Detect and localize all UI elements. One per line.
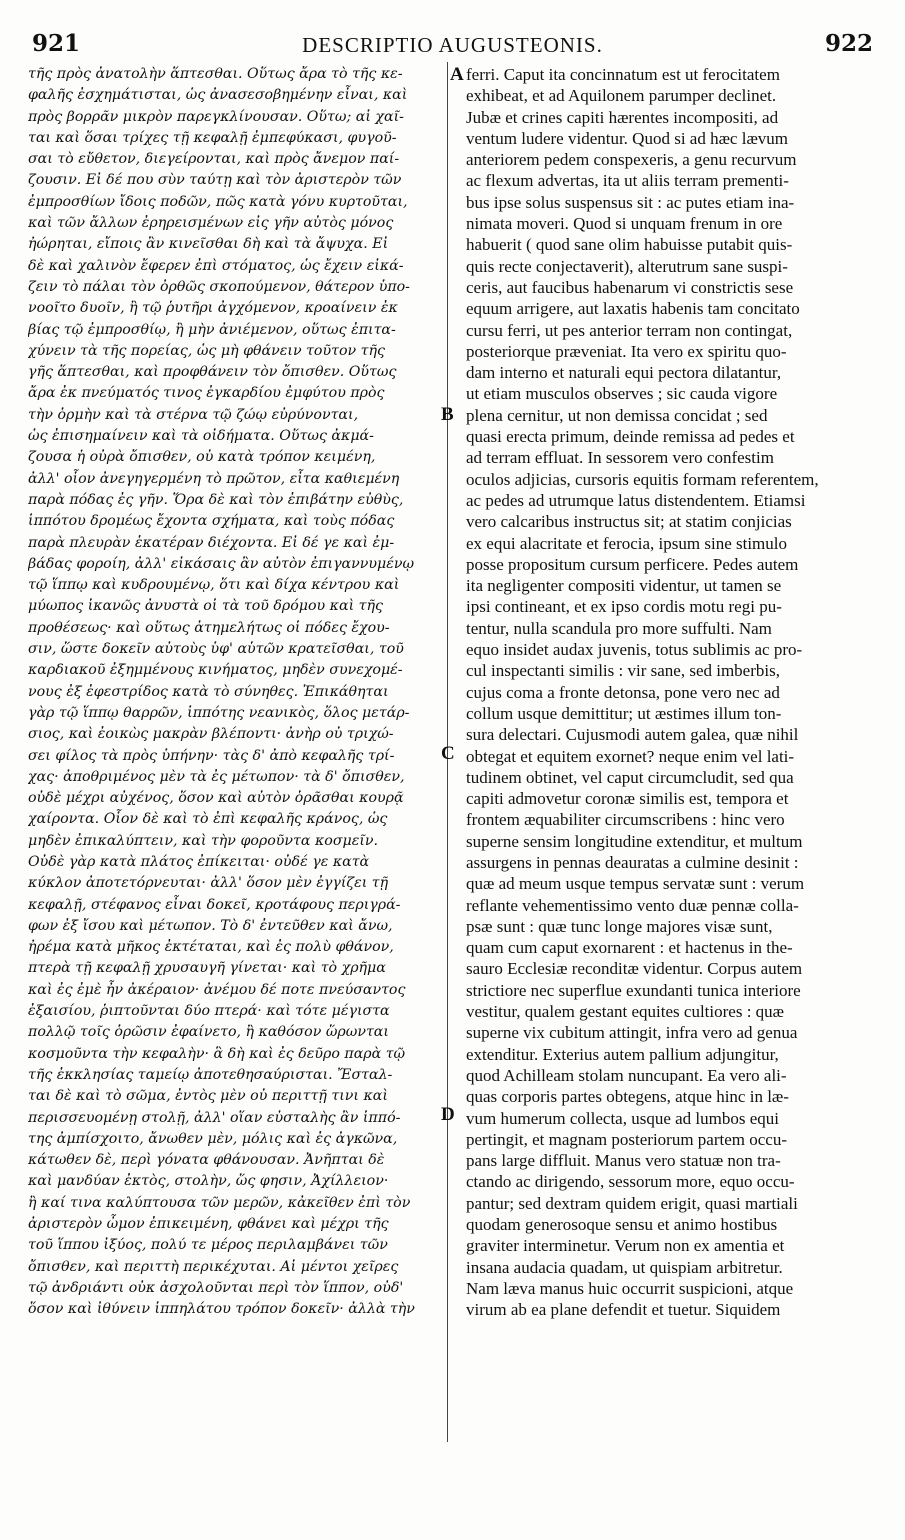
greek-text-line: ἠώρηται, εἴποις ἂν κινεῖσθαι δὴ καὶ τὰ ἄψυχα. Εἰ bbox=[28, 236, 389, 253]
section-marker-a: A bbox=[450, 64, 464, 85]
greek-text-line: ἐξαισίου, ῥιπτοῦνται δύο πτερά· καὶ τότε μέγιστα bbox=[28, 1003, 390, 1020]
latin-text-line: vum humerum collecta, usque ad lumbos equi bbox=[466, 1108, 780, 1128]
latin-text-line: pans large diffluit. Manus vero statuæ non tra- bbox=[466, 1151, 781, 1171]
greek-text-line: χαίροντα. Οἷον δὲ καὶ τὸ ἐπὶ κεφαλῆς κράνος, ὡς bbox=[28, 811, 388, 828]
running-title: DESCRIPTIO AUGUSTEONIS. bbox=[302, 33, 603, 57]
latin-text-line: ad terram effluat. In sessorem vero confestim bbox=[466, 448, 774, 468]
latin-text-line: cujus coma a fronte detonsa, pone vero nec ad bbox=[466, 682, 780, 702]
latin-text-line: equum arrigere, aut laxatis habenis tam concitato bbox=[466, 299, 800, 319]
greek-text-line: νοοῖτο δυοῖν, ἢ τῷ ῥυτῆρι ἀγχόμενον, κροαίνειν ἐκ bbox=[28, 300, 398, 317]
greek-text-line: τῆς ἐκκλησίας ταμείῳ ἀποτεθησαύρισται. Ἔσταλ- bbox=[28, 1066, 393, 1083]
greek-text-line: τῷ ἵππῳ καὶ κυδρουμένῳ, ὅτι καὶ δίχα κέντρου καὶ bbox=[28, 577, 400, 594]
latin-text-column bbox=[466, 64, 878, 1321]
latin-text-line: pertingit, et magnam posteriorum partem occu- bbox=[466, 1129, 788, 1149]
latin-text-line: oculos adjicias, cursoris equitis formam referentem, bbox=[466, 469, 819, 489]
latin-text-line: ferri. Caput ita concinnatum est ut ferocitatem bbox=[466, 65, 780, 84]
latin-text-line: ac pedes ad utrumque latus distendentem. Etiamsi bbox=[466, 490, 806, 510]
greek-text-line: μηδὲν ἐπικαλύπτειν, καὶ τὴν φοροῦντα κοσμεῖν. bbox=[28, 832, 379, 849]
greek-text-line: ζουσιν. Εἰ δέ που σὺν ταύτῃ καὶ τὸν ἀριστερὸν τῶν bbox=[28, 172, 402, 189]
greek-text-line: κοσμοῦντα τὴν κεφαλὴν· ἃ δὴ καὶ ἐς δεῦρο παρὰ τῷ bbox=[28, 1045, 406, 1062]
greek-text-line: παρὰ πόδας ἐς γῆν. Ὅρα δὲ καὶ τὸν ἐπιβάτην εὐθὺς, bbox=[28, 491, 404, 508]
greek-text-line: τῷ ἀνδριάντι οὐκ ἀσχολοῦνται περὶ τὸν ἵππον, οὐδ' bbox=[28, 1279, 404, 1296]
latin-text-line: tentur, nulla scandula pro more suffulti. Nam bbox=[466, 618, 772, 638]
latin-text-line: tudinem obtinet, vel caput circumcludit, sed qua bbox=[466, 767, 794, 787]
latin-text-line: ventum ludere videntur. Quod si ad hæc lævum bbox=[466, 128, 789, 148]
greek-text-line: ὄπισθεν, καὶ περιττὴ περικέχυται. Αἱ μέντοι χεῖρες bbox=[28, 1258, 399, 1275]
greek-text-line: καὶ τῶν ἄλλων ἐρηρεισμένων εἰς γῆν αὐτὸς μόνος bbox=[28, 215, 394, 232]
latin-text-line: plena cernitur, ut non demissa concidat ; sed bbox=[466, 405, 768, 425]
greek-text-line: Οὐδὲ γὰρ κατὰ πλάτος ἐπίκειται· οὐδέ γε κατὰ bbox=[28, 853, 370, 870]
greek-text-line: περισσευομένῃ στολῇ, ἀλλ' οἵαν εὐσταλὴς ἂν ἱππό- bbox=[28, 1109, 401, 1126]
latin-text-line: Nam læva manus huic occurrit suspicioni, atque bbox=[466, 1278, 794, 1298]
latin-text-line: capiti admovetur coronæ similis est, tempora et bbox=[466, 789, 789, 809]
greek-text-line: ζουσα ἡ οὐρὰ ὄπισθεν, οὐ κατὰ τρόπον κειμένη, bbox=[28, 449, 376, 466]
latin-text-line: assurgens in pennas deauratas a culmine desinit : bbox=[466, 852, 799, 872]
greek-text-line: μύωπος ἱκανῶς ἀνυστὰ οἱ τὰ τοῦ δρόμου καὶ τῆς bbox=[28, 598, 383, 615]
latin-text-line: superne vix cubitum attingit, infra vero ad genua bbox=[466, 1023, 798, 1043]
greek-text-line: ὅσον καὶ ἰθύνειν ἱππηλάτου τρόπον δοκεῖν· ἀλλὰ τὴν bbox=[28, 1301, 415, 1318]
latin-text-line: posse propositum cursum perficere. Pedes autem bbox=[466, 554, 799, 574]
greek-text-line: καὶ ἐς ἐμὲ ἦν ἀκέραιον· ἀνέμου δέ ποτε πνεύσαντος bbox=[28, 981, 406, 998]
latin-text-line: collum usque demittitur; ut æstimes illum ton- bbox=[466, 703, 782, 723]
latin-text-line: quod Achilleam stolam nuncupant. Ea vero ali- bbox=[466, 1065, 787, 1085]
greek-text-line: βίας τῷ ἐμπροσθίῳ, ἢ μὴν ἀνιέμενον, οὕτως ἐπιτα- bbox=[28, 321, 396, 338]
greek-text-line: ὡς ἐπισημαίνειν καὶ τὰ οἰδήματα. Οὕτως ἀκμά- bbox=[28, 428, 374, 445]
greek-text-line: παρὰ πλευρὰν ἑκατέραν διέχοντα. Εἰ δέ γε καὶ ἐμ- bbox=[28, 534, 395, 551]
running-header bbox=[32, 30, 873, 60]
greek-text-line: ἠρέμα κατὰ μῆκος ἐκτέταται, καὶ ἐς πολὺ φθάνον, bbox=[28, 939, 394, 956]
section-marker-c: C bbox=[441, 743, 455, 764]
greek-text-line: φων ἐξ ἴσου καὶ μέτωπον. Τὸ δ' ἐντεῦθεν καὶ ἄνω, bbox=[28, 917, 393, 934]
latin-text-line: cul inspectanti similis : vir sane, sed imberbis, bbox=[466, 661, 780, 681]
latin-text-line: frontem æquabiliter circumscribens : hinc vero bbox=[466, 810, 785, 830]
greek-text-line: ἢ καί τινα καλύπτουσα τῶν μερῶν, κἀκεῖθεν ἐπὶ τὸν bbox=[28, 1194, 411, 1211]
latin-text-line: ac flexum advertas, ita ut aliis terram prementi- bbox=[466, 171, 789, 191]
latin-text-line: vero calcaribus instructus sit; at statim conjicias bbox=[466, 512, 792, 532]
section-marker-b: B bbox=[441, 404, 454, 425]
greek-text-line: πρὸς βορρᾶν μικρὸν παρεγκλίνουσαν. Οὕτω; αἱ χαῖ- bbox=[28, 108, 404, 125]
latin-text-line: graviter interminetur. Verum non ex amentia et bbox=[466, 1236, 785, 1256]
latin-text-line: quodam generosoque sensu et animo hostibus bbox=[466, 1215, 778, 1235]
latin-text-line: quas corporis partes obtegens, atque hinc in læ- bbox=[466, 1087, 789, 1107]
greek-text-line: κεφαλῇ, στέφανος εἶναι δοκεῖ, κροτάφους περιγρά- bbox=[28, 896, 401, 913]
greek-text-line: ἄρα ἐκ πνεύματός τινος ἐγκαρδίου ἐμφύτου πρὸς bbox=[28, 385, 385, 402]
latin-text-line: ceris, aut faucibus habenarum vi constrictis sese bbox=[466, 277, 794, 297]
greek-text-line: χας· ἀποθριμένος μὲν τὰ ἐς μέτωπον· τὰ δ' ὄπισθεν, bbox=[28, 768, 405, 785]
latin-text-line: ipsi contineant, et ex ipso cordis motu regi pu- bbox=[466, 597, 782, 617]
greek-text-line: ἐμπροσθίων ἴδοις ποδῶν, πῶς κατὰ γόνυ κυρτοῦται, bbox=[28, 193, 408, 210]
greek-text-line: πολλῷ τοῖς ὁρῶσιν ἐφαίνετο, ἢ καθόσον ὥρωνται bbox=[28, 1024, 389, 1041]
greek-text-line: προθέσεως· καὶ οὕτως ἀτημελήτως οἱ πόδες ἔχου- bbox=[28, 619, 390, 636]
latin-text-line: ita negligenter compositi videntur, ut tamen se bbox=[466, 576, 782, 596]
greek-text-line: καρδιακοῦ ἐξημμένους κινήματος, μηδὲν συνεχομέ- bbox=[28, 662, 403, 679]
latin-text-line: quasi erecta primum, deinde remissa ad pedes et bbox=[466, 427, 795, 447]
latin-text-line: vestitur, qualem gestant equites cultiores : quæ bbox=[466, 1002, 785, 1022]
latin-text-line: sauro Ecclesiæ reconditæ videntur. Corpus autem bbox=[466, 959, 803, 979]
greek-text-line: καὶ μανδύαν ἐκτὸς, στολὴν, ὥς φησιν, Ἀχίλλειον· bbox=[28, 1173, 389, 1190]
greek-text-line: σιος, καὶ ἐοικὼς μακρὰν βλέποντι· ἀνὴρ οὐ τριχώ- bbox=[28, 726, 394, 743]
greek-text-line: τῆς πρὸς ἀνατολὴν ἅπτεσθαι. Οὕτως ἄρα τὸ τῆς κε- bbox=[28, 66, 403, 82]
latin-text-line: superne sensim longitudine extenditur, et multum bbox=[466, 831, 803, 851]
latin-text-line: pantur; sed dextram quidem erigit, quasi martiali bbox=[466, 1193, 798, 1213]
section-marker-d: D bbox=[441, 1104, 455, 1125]
latin-text-line: equo insidet audax juvenis, totus sublimis ac pro- bbox=[466, 640, 803, 660]
greek-text-line: κάτωθεν δὲ, περὶ γόνατα φθάνουσαν. Ἀνῆπται δὲ bbox=[28, 1152, 385, 1169]
latin-text-line: reflante vehementissimo vento duæ pennæ colla- bbox=[466, 895, 799, 915]
greek-text-line: τοῦ ἵππου ἰξύος, πολύ τε μέρος περιλαμβάνει τῶν bbox=[28, 1237, 388, 1254]
latin-text-line: virum ab ea plane defendit et tuetur. Siquidem bbox=[466, 1300, 781, 1320]
latin-text-line: bus ipse solus suspensus sit : ac putes etiam ina- bbox=[466, 192, 795, 212]
latin-text-line: Jubæ et crines capiti hærentes incompositi, ad bbox=[466, 107, 779, 127]
greek-text-line: ἀριστερὸν ὦμον ἐπικειμένη, φθάνει καὶ μέχρι τῆς bbox=[28, 1216, 389, 1233]
latin-text-line: dam interno et naturali equi pectora dilatantur, bbox=[466, 363, 782, 383]
greek-text-line: ται καὶ ὅσαι τρίχες τῇ κεφαλῇ ἐμπεφύκασι, φυγοῦ- bbox=[28, 129, 397, 146]
greek-text-line: σαι τὸ εὔθετον, διεγείρονται, καὶ πρὸς ἄνεμον παί- bbox=[28, 151, 400, 168]
greek-text-line: οὐδὲ μέχρι αὐχένος, ὅσον καὶ αὐτὸν ὁρᾶσθαι κουρᾷ bbox=[28, 790, 404, 807]
latin-text-line: quis recte conjectaverit), alterutrum sane suspi- bbox=[466, 256, 788, 276]
greek-text-line: ἱππότου δρομέως ἔχοντα σχήματα, καὶ τοὺς πόδας bbox=[28, 513, 395, 530]
latin-text-line: nimata moveri. Quod si unquam frenum in ore bbox=[466, 214, 783, 234]
greek-text-line: σιν, ὥστε δοκεῖν αὐτοὺς ὑφ' αὑτῶν κρατεῖσθαι, τοῦ bbox=[28, 641, 404, 658]
greek-text-line: σει φίλος τὰ πρὸς ὑπήνην· τὰς δ' ἀπὸ κεφαλῆς τρί- bbox=[28, 747, 395, 764]
greek-text-line: φαλῆς ἐσχημάτισται, ὡς ἀνασεσοβημένην εἶναι, καὶ bbox=[28, 87, 408, 104]
greek-text-line: γῆς ἅπτεσθαι, καὶ προφθάνειν τὸν ὄπισθεν. Οὕτως bbox=[28, 364, 397, 381]
latin-text-line: ctando ac dirigendo, sessorum more, equo occu- bbox=[466, 1172, 795, 1192]
greek-text-line: τὴν ὁρμὴν καὶ τὰ στέρνα τῷ ζώῳ εὐρύνονται, bbox=[28, 406, 359, 423]
greek-text-line: ζειν τὸ πάλαι τὸν ὀρθῶς σκοπούμενον, θάτερον ὑπο- bbox=[28, 278, 410, 295]
latin-text-line: extenditur. Exterius autem pallium adjungitur, bbox=[466, 1044, 779, 1064]
latin-text-line: sura delectari. Cujusmodi autem galea, quæ nihil bbox=[466, 725, 799, 745]
latin-text-line: quam cum caput exornarent : et hactenus in the- bbox=[466, 938, 793, 958]
page-number-right: 922 bbox=[824, 30, 873, 57]
greek-text-line: της ἀμπίσχοιτο, ἄνωθεν μὲν, μόλις καὶ ἐς ἀγκῶνα, bbox=[28, 1130, 398, 1147]
latin-text-line: psæ sunt : quæ tunc longe majores visæ sunt, bbox=[466, 916, 773, 936]
greek-text-line: κύκλον ἀποτετόρνευται· ἀλλ' ὅσον μὲν ἐγγίζει τῇ bbox=[28, 875, 389, 892]
latin-text-line: ut etiam musculos observes ; sic cauda vigore bbox=[466, 384, 778, 404]
latin-text-line: strictiore nec superflue exundanti tunica interiore bbox=[466, 980, 801, 1000]
greek-text-column bbox=[28, 64, 438, 1321]
greek-text-line: ἀλλ' οἷον ἀνεγηγερμένη τὸ πρῶτον, εἶτα καθιεμένη bbox=[28, 470, 400, 487]
greek-text-line: βάδας φοροίη, ἀλλ' εἰκάσαις ἂν αὐτὸν ἐπιγαννυμένῳ bbox=[28, 555, 415, 572]
greek-text-line: νους ἐξ ἐφεστρίδος κατὰ τὸ σύνηθες. Ἐπικάθηται bbox=[28, 683, 389, 700]
latin-text-line: cursu ferri, ut pes anterior terram non contingat, bbox=[466, 320, 793, 340]
latin-text-line: quæ ad meum usque tempus servatæ sunt : verum bbox=[466, 874, 805, 894]
page-number-left: 921 bbox=[32, 30, 81, 57]
latin-text-line: exhibeat, et ad Aquilonem parumper declinet. bbox=[466, 86, 777, 106]
latin-text-line: insana audacia quadam, ut quispiam arbitretur. bbox=[466, 1257, 783, 1277]
greek-text-line: γὰρ τῷ ἵππῳ θαρρῶν, ἱππότης νεανικὸς, ὅλος μετάρ- bbox=[28, 704, 410, 721]
greek-text-line: ται δὲ καὶ τὸ σῶμα, ἐντὸς μὲν οὐ περιττῇ τινι καὶ bbox=[28, 1088, 388, 1105]
latin-text-line: anteriorem pedem conspexeris, a genu recurvum bbox=[466, 150, 797, 170]
greek-text-line: πτερὰ τῇ κεφαλῇ χρυσαυγῆ γίνεται· καὶ τὸ χρῆμα bbox=[28, 960, 386, 977]
latin-text-line: habuerit ( quod sane olim habuisse putabit quis- bbox=[466, 235, 793, 255]
latin-text-line: posteriorque præveniat. Ita vero ex spiritu quo- bbox=[466, 341, 787, 361]
greek-text-line: δὲ καὶ χαλινὸν ἔφερεν ἐπὶ στόματος, ὡς ἔχειν εἰκά- bbox=[28, 257, 404, 274]
latin-text-line: obtegat et equitem exornet? neque enim vel lati- bbox=[466, 746, 795, 766]
latin-text-line: ex equi alacritate et ferocia, ipsum sine stimulo bbox=[466, 533, 787, 553]
greek-text-line: χύνειν τὰ τῆς πορείας, ὡς μὴ φθάνειν τοῦτον τῆς bbox=[28, 342, 385, 359]
